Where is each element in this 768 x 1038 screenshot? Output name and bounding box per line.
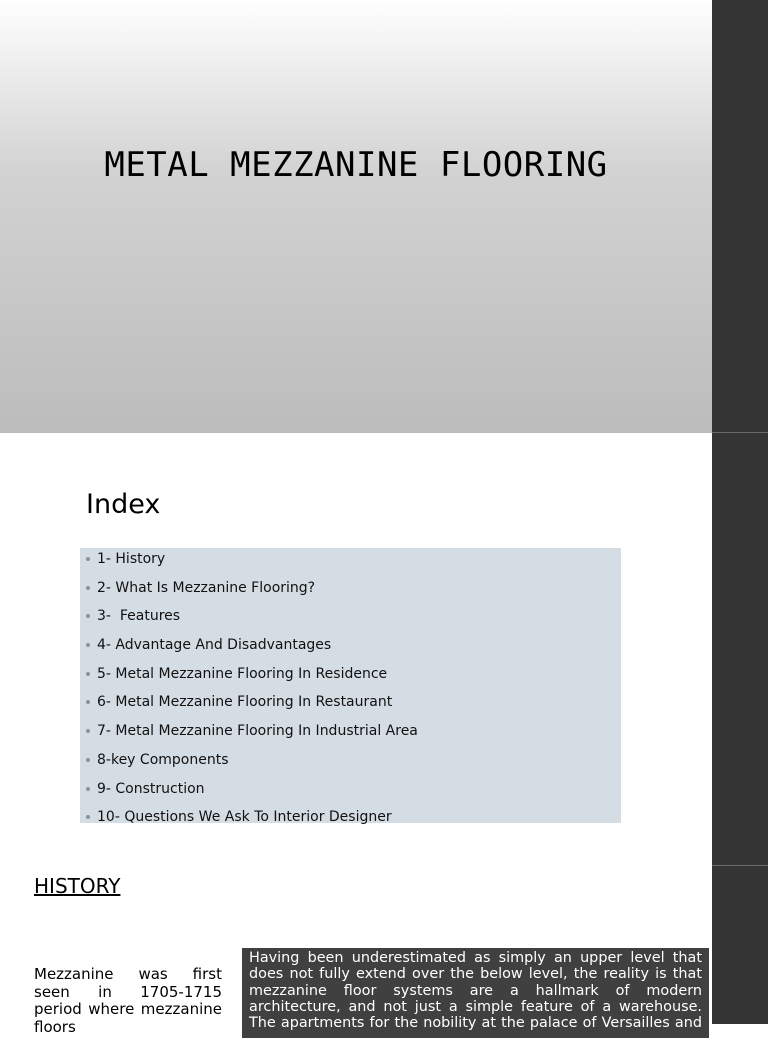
index-item-label: 9- Construction [97,780,205,797]
bullet-icon [86,643,90,647]
index-item-label: 7- Metal Mezzanine Flooring In Industrial Area [97,723,418,740]
sidebar-divider [712,432,768,433]
slide-history-page[interactable] [0,866,712,1036]
index-item [80,663,621,692]
slide-title: METAL MEZZANINE FLOORING [104,145,608,185]
slide-title-page[interactable] [0,0,712,433]
index-item-label: 3- Features [97,608,181,625]
index-item [80,749,621,778]
index-item-label: 5- Metal Mezzanine Flooring In Residence [97,665,388,682]
index-item [80,720,621,749]
index-list [80,548,621,835]
index-item-label: 10- Questions We Ask To Interior Designer [97,809,392,826]
history-left-text: Mezzanine was first seen in 1705-1715 period where mezzanine floors [34,965,222,1036]
index-item [80,605,621,634]
sidebar-divider [712,865,768,866]
index-item [80,778,621,807]
index-item [80,577,621,606]
index-item-label: 1- History [97,551,166,567]
index-heading: Index [86,489,161,520]
bullet-icon [86,557,90,561]
thumbnail-sidebar[interactable] [712,0,768,1024]
bullet-icon [86,614,90,618]
index-list-box [80,548,621,826]
bullet-icon [86,672,90,676]
history-heading: HISTORY [34,874,121,898]
bullet-icon [86,700,90,704]
index-item-label: 2- What Is Mezzanine Flooring? [97,579,316,596]
index-item [80,806,621,835]
index-item-label: 6- Metal Mezzanine Flooring In Restaurant [97,694,393,711]
index-item [80,634,621,663]
slide-index-page[interactable] [0,433,712,866]
bullet-icon [86,787,90,791]
index-item [80,548,621,577]
history-text-box [242,948,709,1038]
bullet-icon [86,729,90,733]
index-item-label: 8-key Components [97,751,229,768]
index-item [80,691,621,720]
index-item-label: 4- Advantage And Disadvantages [97,637,332,654]
bullet-icon [86,586,90,590]
history-right-text: Having been underestimated as simply an upper level that does not fully extend over the below level, the reality is that mezzanine floor systems are a hallmark of modern architecture, and not just a simple feature of a warehouse. The apartments for the nobility at the palace of Versailles and [249,950,702,1032]
bullet-icon [86,758,90,762]
bullet-icon [86,815,90,819]
